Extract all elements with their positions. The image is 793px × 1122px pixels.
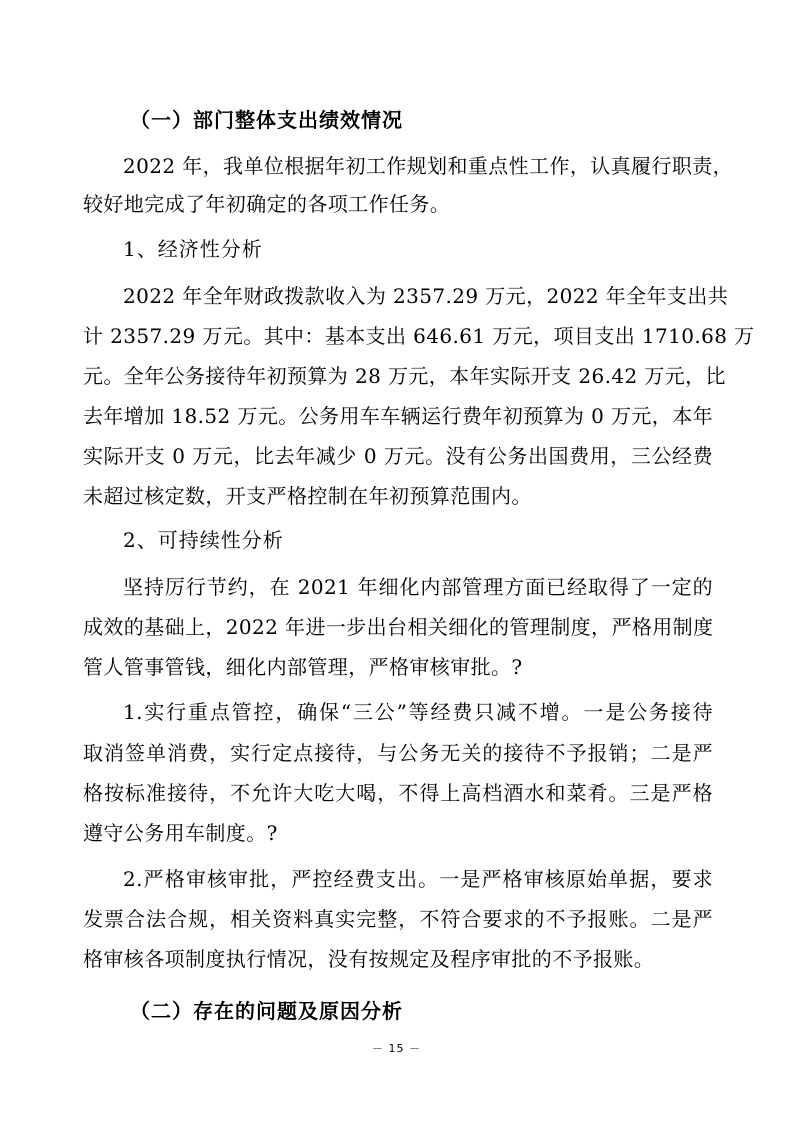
paragraph-line: 成效的基础上，2022 年进一步出台相关细化的管理制度，严格用制度 [83, 615, 714, 639]
paragraph-line: 格审核各项制度执行情况，没有按规定及程序审批的不予报账。 [83, 947, 655, 971]
paragraph-line: 1.实行重点管控，确保“三公”等经费只减不增。一是公务接待 [123, 700, 713, 724]
paragraph-line: 取消签单消费，实行定点接待，与公务无关的接待不予报销；二是严 [83, 741, 713, 765]
subheading-economy-analysis: 1、经济性分析 [123, 237, 263, 261]
paragraph-line: 坚持厉行节约，在 2021 年细化内部管理方面已经取得了一定的 [123, 575, 713, 599]
paragraph-line: 2.严格审核审批，严控经费支出。一是严格审核原始单据，要求 [123, 867, 713, 891]
paragraph-line: 计 2357.29 万元。其中：基本支出 646.61 万元，项目支出 1710.68 万 [83, 324, 755, 348]
paragraph-line: 2022 年全年财政拨款收入为 2357.29 万元，2022 年全年支出共 [123, 284, 729, 308]
paragraph-line: 发票合法合规，相关资料真实完整，不符合要求的不予报账。二是严 [83, 907, 713, 931]
paragraph-line: 去年增加 18.52 万元。公务用车车辆运行费年初预算为 0 万元，本年 [83, 404, 713, 428]
paragraph-line: 遵守公务用车制度。? [83, 821, 278, 845]
paragraph-line: 元。全年公务接待年初预算为 28 万元，本年实际开支 26.42 万元，比 [83, 364, 726, 388]
paragraph-line: 格按标准接待，不允许大吃大喝，不得上高档酒水和菜肴。三是严格 [83, 781, 713, 805]
paragraph-line: 较好地完成了年初确定的各项工作任务。 [83, 192, 451, 216]
subheading-sustainability-analysis: 2、可持续性分析 [123, 528, 284, 552]
page-number: － 15 － [372, 1042, 421, 1055]
section-heading-problems-causes: （二）存在的问题及原因分析 [130, 999, 403, 1023]
paragraph-line: 未超过核定数，开支严格控制在年初预算范围内。 [83, 484, 532, 508]
paragraph-line: 实际开支 0 万元，比去年减少 0 万元。没有公务出国费用，三公经费 [83, 444, 713, 468]
paragraph-line: 2022 年，我单位根据年初工作规划和重点性工作，认真履行职责， [123, 154, 734, 178]
paragraph-line: 管人管事管钱，细化内部管理，严格审核审批。? [83, 655, 523, 679]
section-heading-overall-expenditure: （一）部门整体支出绩效情况 [130, 108, 403, 132]
